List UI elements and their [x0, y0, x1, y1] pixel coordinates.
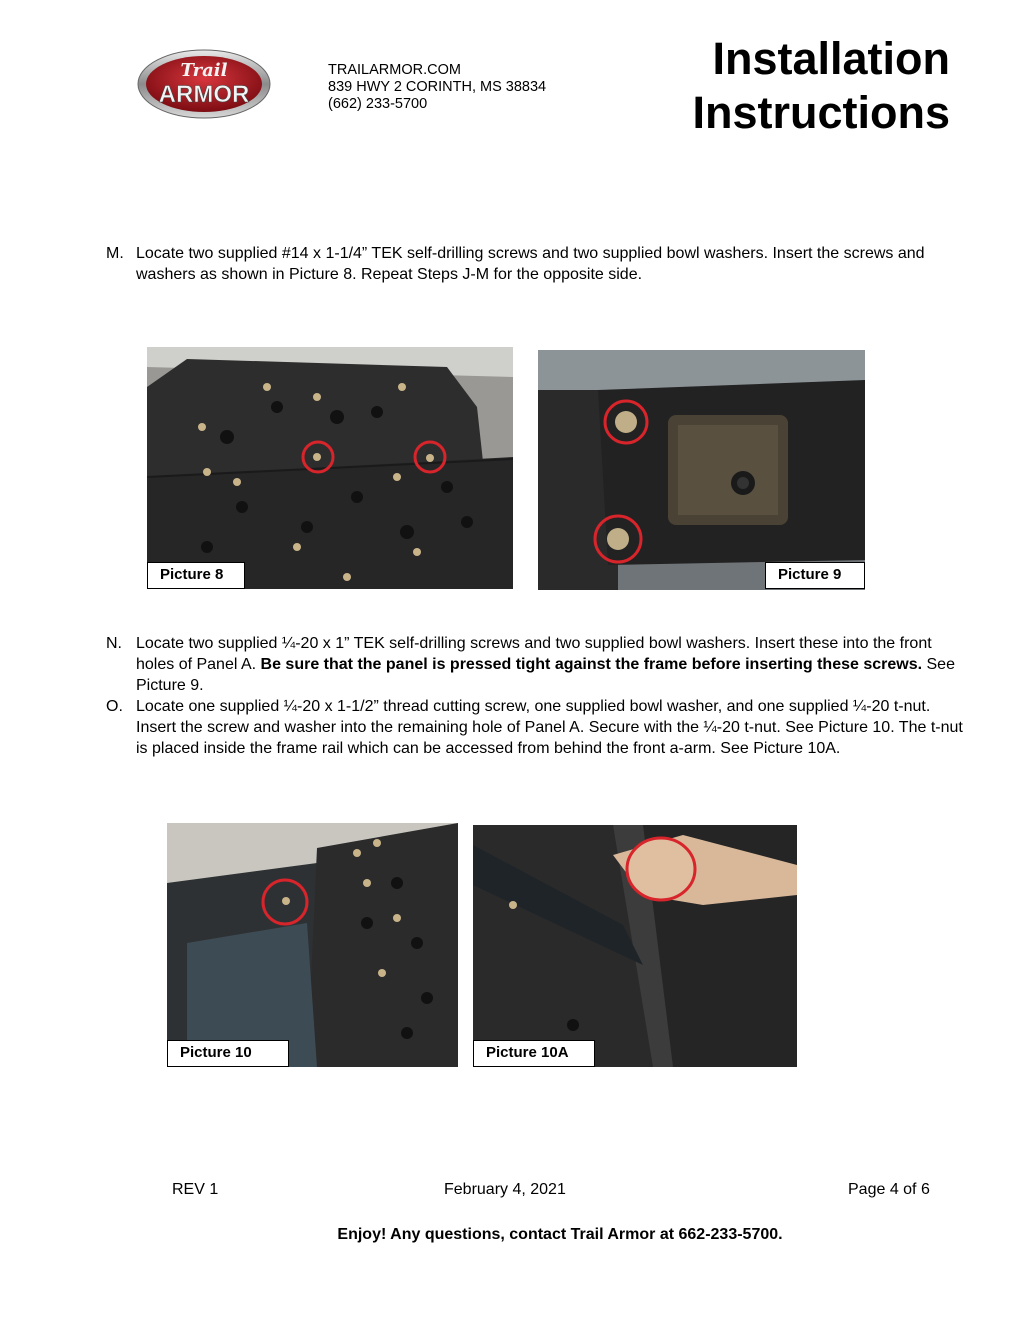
- footer-date: February 4, 2021: [444, 1181, 566, 1198]
- picture-9-caption: Picture 9: [765, 562, 865, 589]
- footer-revision: REV 1: [172, 1181, 219, 1198]
- picture-10a-caption: Picture 10A: [473, 1040, 595, 1067]
- step-n: [106, 633, 966, 696]
- picture-10-photo: [167, 823, 458, 1067]
- step-text-part: Locate two supplied ¼-20 x 1” TEK self-drilling screws and two supplied bowl washers. Insert these into the front holes of Panel A.: [136, 635, 932, 673]
- step-text: [136, 633, 966, 696]
- footer-page-number: Page 4 of 6: [848, 1181, 930, 1198]
- step-letter: M.: [106, 245, 124, 262]
- company-address: 839 HWY 2 CORINTH, MS 38834: [328, 79, 547, 95]
- document-title: [692, 32, 950, 140]
- logo-text-armor: ARMOR: [158, 81, 250, 108]
- footer-contact-note: Enjoy! Any questions, contact Trail Armor at 662-233-5700.: [337, 1226, 783, 1243]
- picture-10-caption: Picture 10: [167, 1040, 289, 1067]
- company-phone: (662) 233-5700: [328, 96, 428, 112]
- title-line-2: Instructions: [692, 87, 950, 138]
- company-info: [328, 62, 546, 113]
- title-line-1: Installation: [712, 33, 950, 84]
- trail-armor-logo: [136, 48, 272, 120]
- step-text-part: See Picture 9.: [136, 656, 955, 694]
- step-o: [106, 696, 966, 759]
- picture-10a-photo: [473, 825, 797, 1067]
- picture-8-caption: Picture 8: [147, 562, 245, 589]
- step-letter: N.: [106, 635, 122, 652]
- picture-8-photo: [147, 347, 513, 589]
- step-letter: O.: [106, 698, 123, 715]
- logo-text-trail: Trail: [180, 60, 228, 81]
- picture-9-photo: [538, 350, 865, 590]
- step-m: [106, 243, 966, 285]
- step-text: Locate one supplied ¼-20 x 1-1/2” thread cutting screw, one supplied bowl washer, and one supplied ¼-20 t-nut. Insert the screw and washer into the remaining hole of Panel A. Secure with the ¼-20 t-nut. See Picture 10. The t-nut is placed inside the frame rail which can be accessed from behind the front a-arm. See Picture 10A.: [136, 698, 963, 757]
- step-text: Locate two supplied #14 x 1-1/4” TEK self-drilling screws and two supplied bowl washers. Insert the screws and washers as shown in Picture 8. Repeat Steps J-M for the opposite side.: [136, 245, 925, 283]
- company-website: TRAILARMOR.COM: [328, 62, 461, 78]
- step-text-emphasis: Be sure that the panel is pressed tight against the frame before inserting these screws.: [260, 656, 923, 673]
